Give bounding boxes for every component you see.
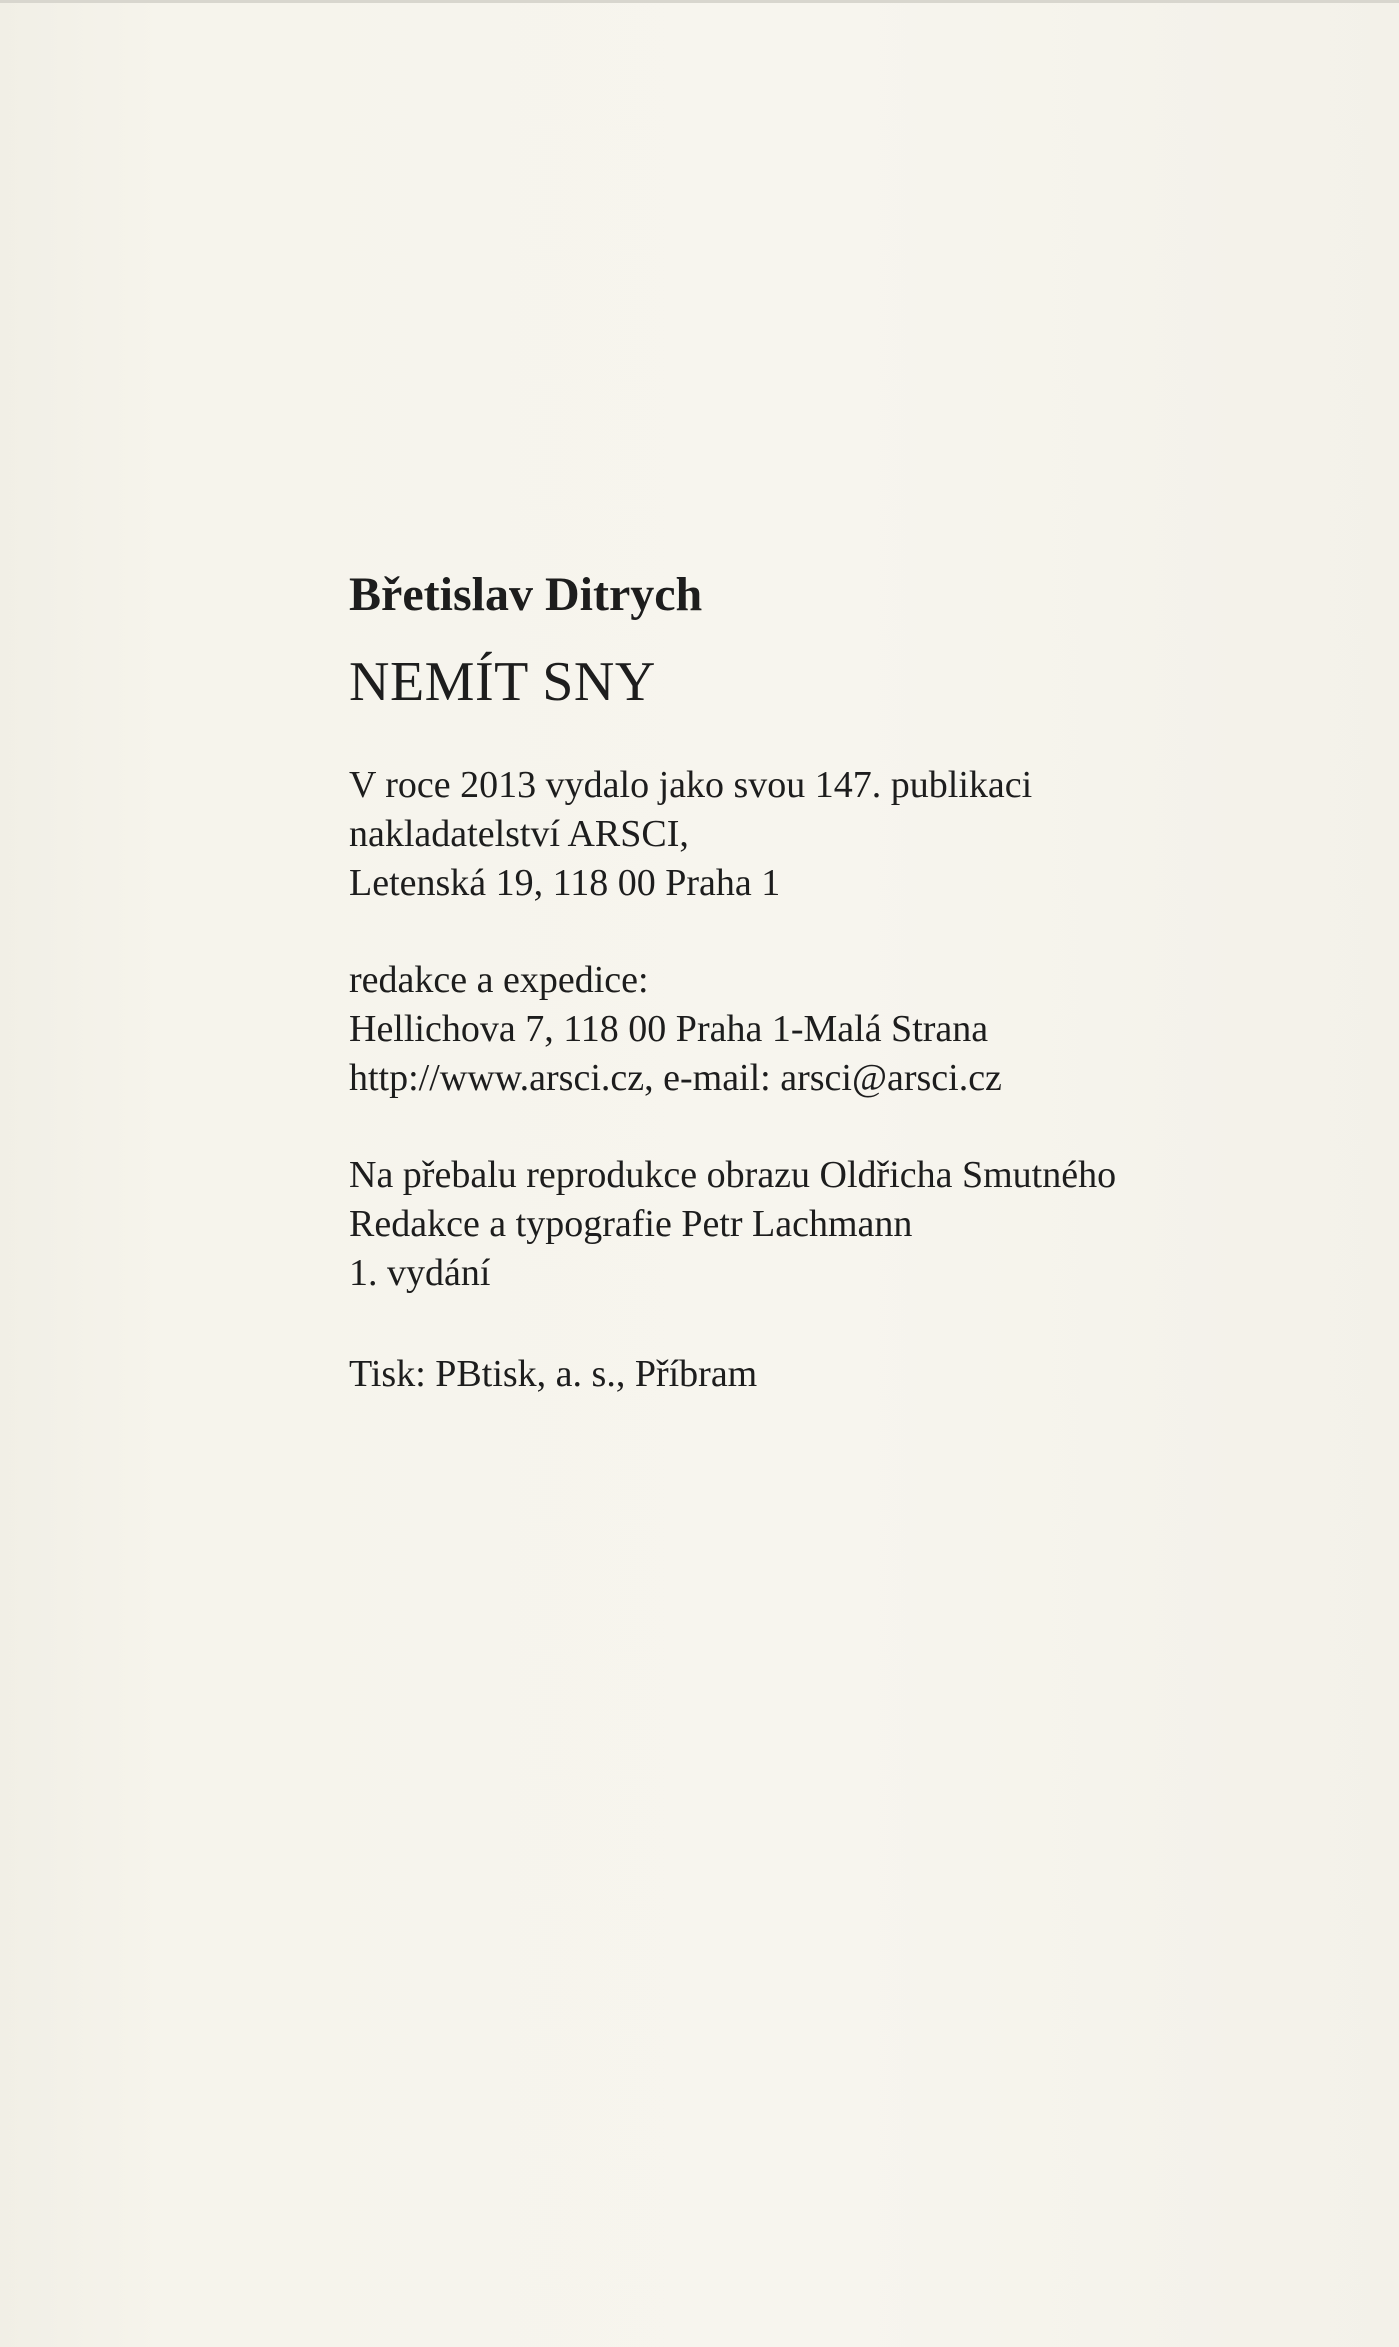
- credits-block: [349, 1151, 1349, 1298]
- page-top-edge: [0, 0, 1399, 3]
- print-block: [349, 1350, 1349, 1399]
- book-title: NEMÍT SNY: [349, 651, 656, 713]
- editorial-line: Hellichova 7, 118 00 Praha 1-Malá Strana: [349, 1008, 989, 1050]
- publisher-line: nakladatelství ARSCI,: [349, 813, 689, 855]
- editorial-block: [349, 956, 1349, 1103]
- author-name: Břetislav Ditrych: [349, 568, 703, 621]
- credits-line: Redakce a typografie Petr Lachmann: [349, 1203, 913, 1245]
- edition-line: 1. vydání: [349, 1252, 491, 1294]
- credits-line: Na přebalu reprodukce obrazu Oldřicha Smutného: [349, 1154, 1117, 1196]
- publisher-block: [349, 761, 1349, 908]
- publisher-line: V roce 2013 vydalo jako svou 147. publikaci: [349, 764, 1033, 806]
- printer-line: Tisk: PBtisk, a. s., Příbram: [349, 1353, 758, 1395]
- editorial-line: redakce a expedice:: [349, 959, 649, 1001]
- contact-line: http://www.arsci.cz, e-mail: arsci@arsci.cz: [349, 1057, 1002, 1099]
- publisher-line: Letenská 19, 118 00 Praha 1: [349, 862, 781, 904]
- colophon: [349, 565, 1349, 1399]
